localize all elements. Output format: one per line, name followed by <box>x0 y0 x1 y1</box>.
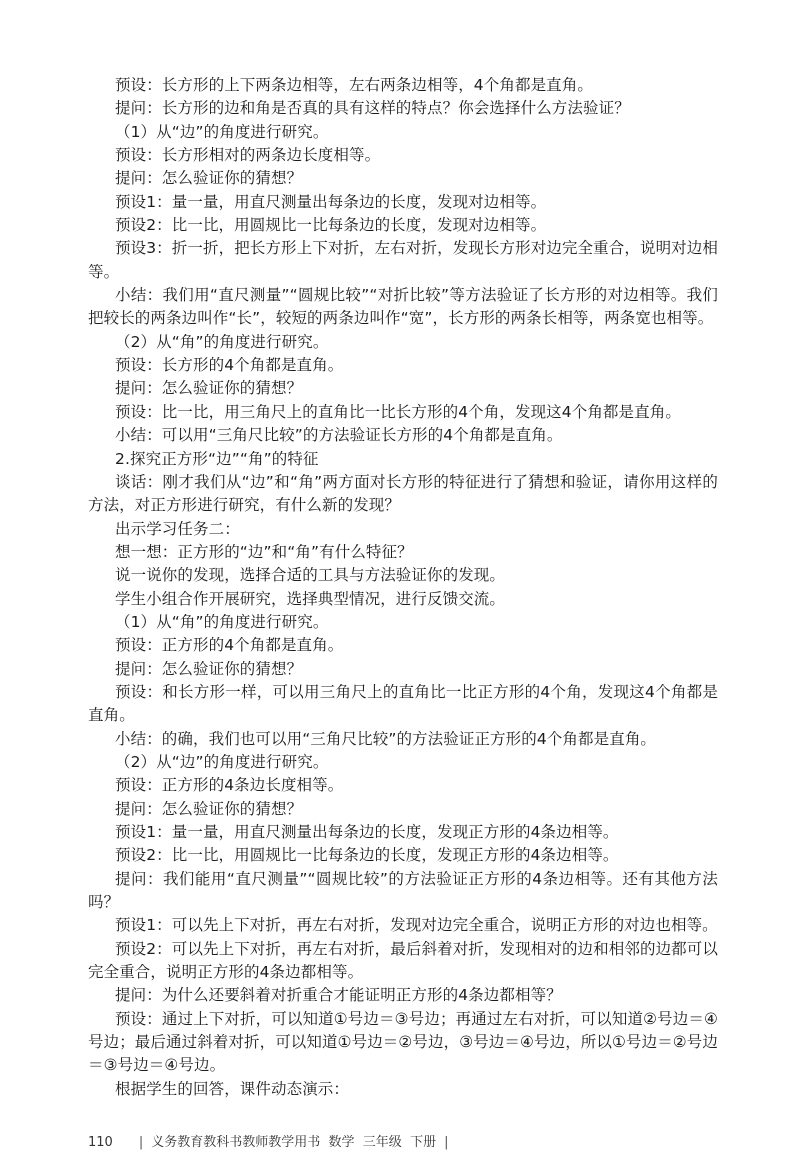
paragraph: 想一想：正方形的“边”和“角”有什么特征？ <box>115 542 413 561</box>
subject-label: 数学 <box>328 1135 355 1150</box>
paragraph: 提问：我们能用“直尺测量”“圆规比较”的方法验证正方形的4条边相等。还有其他方法吗？ <box>88 869 718 912</box>
paragraph: 预设1：可以先上下对折，再左右对折，发现对边完全重合，说明正方形的对边也相等。 <box>115 916 718 935</box>
paragraph: 2.探究正方形“边”“角”的特征 <box>115 449 319 468</box>
paragraph: 预设：长方形的4个角都是直角。 <box>115 356 344 375</box>
paragraph: 出示学习任务二： <box>115 519 240 538</box>
paragraph: （1）从“边”的角度进行研究。 <box>115 122 329 141</box>
paragraph: 提问：怎么验证你的猜想？ <box>115 379 303 398</box>
paragraph: 提问：怎么验证你的猜想？ <box>115 659 303 678</box>
paragraph: 预设：通过上下对折，可以知道①号边＝③号边；再通过左右对折，可以知道②号边＝④号边；最后通过斜着对折，可以知道①号边＝②号边，③号边＝④号边，所以①号边＝②号边＝③号边＝④号边。 <box>88 1009 718 1075</box>
paragraph: 学生小组合作开展研究，选择典型情况，进行反馈交流。 <box>115 589 506 608</box>
page-footer <box>88 1131 456 1150</box>
paragraph: 预设：长方形的上下两条边相等，左右两条边相等，4个角都是直角。 <box>115 76 593 94</box>
paragraph: （2）从“边”的角度进行研究。 <box>115 752 329 771</box>
paragraph: 预设：正方形的4个角都是直角。 <box>115 636 344 655</box>
paragraph: 预设1：量一量，用直尺测量出每条边的长度，发现对边相等。 <box>115 192 547 211</box>
paragraph: 预设2：比一比，用圆规比一比每条边的长度，发现正方形的4条边相等。 <box>115 846 619 865</box>
paragraph: 说一说你的发现，选择合适的工具与方法验证你的发现。 <box>115 566 506 585</box>
page-content <box>88 74 718 1101</box>
paragraph: 小结：可以用“三角尺比较”的方法验证长方形的4个角都是直角。 <box>115 426 563 445</box>
paragraph: 小结：我们用“直尺测量”“圆规比较”“对折比较”等方法验证了长方形的对边相等。我们把较长的两条边叫作“长”，较短的两条边叫作“宽”，长方形的两条长相等，两条宽也相等。 <box>88 286 718 328</box>
paragraph: （1）从“角”的角度进行研究。 <box>115 612 329 631</box>
volume-label: 下册 <box>410 1135 437 1150</box>
book-title: 义务教育教科书教师教学用书 <box>151 1135 321 1150</box>
footer-separator: | <box>138 1135 144 1150</box>
paragraph: 提问：为什么还要斜着对折重合才能证明正方形的4条边都相等？ <box>115 986 562 1005</box>
paragraph: 提问：长方形的边和角是否真的具有这样的特点？你会选择什么方法验证？ <box>115 99 630 118</box>
paragraph: 小结：的确，我们也可以用“三角尺比较”的方法验证正方形的4个角都是直角。 <box>115 729 657 748</box>
paragraph: 预设2：可以先上下对折，再左右对折，最后斜着对折，发现相对的边和相邻的边都可以完全重合，说明正方形的4条边都相等。 <box>88 939 718 982</box>
paragraph: 预设1：量一量，用直尺测量出每条边的长度，发现正方形的4条边相等。 <box>115 823 619 841</box>
paragraph: 预设：长方形相对的两条边长度相等。 <box>115 146 381 165</box>
footer-separator: | <box>444 1135 449 1150</box>
paragraph: 预设：比一比，用三角尺上的直角比一比长方形的4个角，发现这4个角都是直角。 <box>115 402 681 421</box>
paragraph: 预设2：比一比，用圆规比一比每条边的长度，发现对边相等。 <box>115 216 547 235</box>
paragraph: 提问：怎么验证你的猜想？ <box>115 799 303 818</box>
paragraph: 谈话：刚才我们从“边”和“角”两方面对长方形的特征进行了猜想和验证，请你用这样的方法，对正方形进行研究，有什么新的发现？ <box>88 472 718 515</box>
paragraph: 预设：正方形的4条边长度相等。 <box>115 776 344 795</box>
paragraph: 预设：和长方形一样，可以用三角尺上的直角比一比正方形的4个角，发现这4个角都是直角。 <box>88 682 718 725</box>
paragraph: （2）从“角”的角度进行研究。 <box>115 332 329 351</box>
grade-label: 三年级 <box>362 1135 402 1150</box>
paragraph: 根据学生的回答，课件动态演示： <box>115 1079 350 1098</box>
page-number: 110 <box>88 1135 113 1150</box>
paragraph: 预设3：折一折，把长方形上下对折，左右对折，发现长方形对边完全重合，说明对边相等。 <box>88 239 718 281</box>
paragraph: 提问：怎么验证你的猜想？ <box>115 169 303 188</box>
